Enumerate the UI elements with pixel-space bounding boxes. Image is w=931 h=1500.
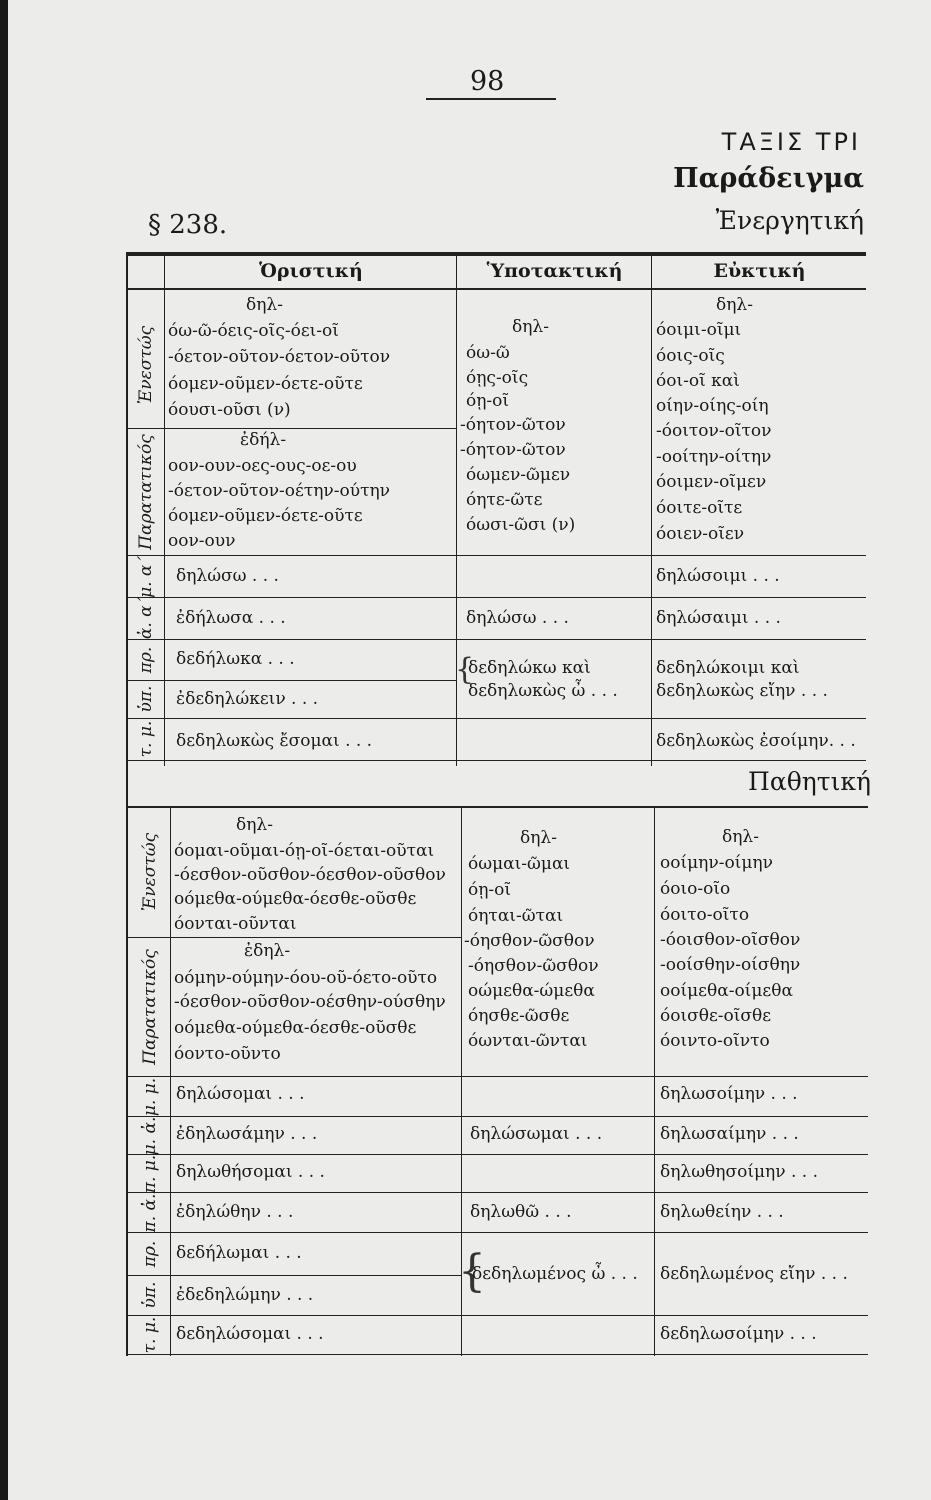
passive-perfect-optative: δεδηλωμένος εἴην . . . [660, 1264, 848, 1284]
paradigm-label: Παράδειγμα [673, 163, 864, 194]
header-bottom-rule [126, 288, 866, 290]
row-label-pluperfect: ὑπ. [136, 685, 156, 713]
active-optative-line: όοις-οῖς [656, 346, 725, 366]
active-present-indicative-line: όουσι-οῦσι (ν) [168, 400, 291, 420]
active-subjunctive-line: δηλ- [512, 317, 549, 337]
active-optative-line: οίην-οίης-οίη [656, 396, 769, 416]
passive-perfect-subjunctive: δεδηλωμένος ὦ . . . [472, 1264, 638, 1284]
passive-aorist-middle-optative: δηλωσαίμην . . . [660, 1124, 799, 1144]
active-optative-line: όοιμι-οῖμι [656, 320, 742, 340]
active-subjunctive-line: όῃς-οῖς [466, 368, 529, 388]
row-rule [128, 1315, 868, 1316]
row-label-future: μ. α΄ [136, 556, 156, 598]
active-future-indicative: δηλώσω . . . [176, 566, 279, 586]
passive-future-middle-indicative: δηλώσομαι . . . [176, 1084, 305, 1104]
header-subjunctive: Ὑποτακτική [486, 260, 623, 282]
passive-pluperfect-indicative: ἐδεδηλώμην . . . [176, 1285, 314, 1305]
passive-subjunctive-line: όησθε-ῶσθε [468, 1006, 570, 1026]
row-rule [128, 937, 461, 938]
passive-optative-line: -οοίσθην-οίσθην [660, 955, 801, 975]
passive-subjunctive-line: όηται-ῶται [468, 906, 564, 926]
passive-future-passive-indicative: δηλωθήσομαι . . . [176, 1162, 325, 1182]
row-label-future-passive: π. μ. [140, 1154, 160, 1194]
passive-aorist-middle-subjunctive: δηλώσωμαι . . . [470, 1124, 603, 1144]
row-label-perfect: πρ. [140, 1240, 160, 1268]
row-label-future-perfect: τ. μ. [140, 1316, 160, 1354]
passive-aorist-passive-optative: δηλωθείην . . . [660, 1202, 784, 1222]
passive-aorist-passive-indicative: ἐδηλώθην . . . [176, 1202, 294, 1222]
row-rule [128, 555, 866, 556]
passive-voice-title: Παθητική [748, 767, 871, 796]
active-future-perfect-indicative: δεδηλωκὼς ἔσομαι . . . [176, 731, 373, 751]
passive-optative-line: όοισθε-οῖσθε [660, 1006, 772, 1026]
passive-subjunctive-line: όωνται-ῶνται [468, 1031, 588, 1051]
active-perfect-subjunctive: δεδηλώκω καὶ [468, 658, 591, 678]
passive-imperfect-indicative-line: οόμεθα-ούμεθα-όεσθε-οῦσθε [174, 1018, 417, 1038]
row-label-pluperfect: ὑπ. [140, 1281, 160, 1309]
passive-future-middle-optative: δηλωσοίμην . . . [660, 1084, 798, 1104]
active-voice-title: Ἐνεργητική [715, 206, 864, 235]
active-imperfect-indicative-line: ἐδήλ- [240, 430, 287, 450]
active-subjunctive-line: -όητον-ῶτον [460, 440, 566, 460]
active-imperfect-indicative-line: -όετον-οῦτον-οέτην-ούτην [168, 481, 390, 501]
row-rule [128, 1192, 868, 1193]
active-subjunctive-line: όῃ-οῖ [466, 391, 510, 411]
passive-top-rule [128, 806, 868, 808]
row-rule [128, 718, 866, 719]
header-optative: Εὐκτική [713, 260, 806, 282]
row-label-present: Ἐνεστώς [136, 325, 156, 405]
passive-optative-line: όοιτο-οῖτο [660, 905, 750, 925]
passive-aorist-passive-subjunctive: δηλωθῶ . . . [470, 1202, 572, 1222]
row-rule [128, 760, 866, 761]
header-indicative: Ὁριστική [259, 260, 363, 282]
section-number: § 238. [148, 210, 228, 240]
row-label-present: Ἐνεστώς [140, 832, 160, 912]
row-rule [128, 1232, 868, 1233]
page-edge-shadow [0, 0, 8, 1500]
active-aorist-subjunctive: δηλώσω . . . [466, 608, 569, 628]
active-optative-line: -οοίτην-οίτην [656, 447, 772, 467]
passive-subjunctive-line: οώμεθα-ώμεθα [468, 981, 595, 1001]
active-perfect-indicative: δεδήλωκα . . . [176, 649, 295, 669]
table-bottom-rule [128, 1354, 868, 1355]
row-label-imperfect: Παρατατικός [136, 434, 156, 550]
active-optative-line: όοιεν-οῖεν [656, 524, 745, 544]
active-present-indicative-line: -όετον-οῦτον-όετον-οῦτον [168, 347, 391, 367]
active-subjunctive-line: όωμεν-ῶμεν [466, 465, 571, 485]
active-perfect-optative: δεδηλωκὼς εἴην . . . [656, 681, 828, 701]
brace: { [455, 652, 475, 687]
passive-subjunctive-line: όῃ-οῖ [468, 880, 512, 900]
passive-imperfect-indicative-line: όοντο-οῦντο [174, 1044, 281, 1064]
passive-imperfect-indicative-line: ἐδηλ- [244, 941, 291, 961]
row-label-future-middle: μ. μ. [140, 1077, 160, 1117]
page-number-rule [426, 98, 556, 100]
passive-subjunctive-line: δηλ- [520, 828, 557, 848]
active-pluperfect-indicative: ἐδεδηλώκειν . . . [176, 689, 319, 709]
active-subjunctive-line: όητε-ῶτε [466, 490, 543, 510]
passive-present-indicative-line: δηλ- [236, 815, 273, 835]
passive-optative-line: -όοισθον-οῖσθον [660, 930, 801, 950]
col-divider-1 [456, 256, 457, 766]
passive-present-indicative-line: οόμεθα-ούμεθα-όεσθε-οῦσθε [174, 889, 417, 909]
active-future-optative: δηλώσοιμι . . . [656, 566, 780, 586]
brace: { [458, 1246, 486, 1297]
row-label-imperfect: Παρατατικός [140, 949, 160, 1065]
passive-perfect-indicative: δεδήλωμαι . . . [176, 1243, 302, 1263]
active-present-indicative-line: δηλ- [246, 295, 283, 315]
page-number: 98 [470, 66, 505, 97]
active-present-indicative-line: όομεν-οῦμεν-όετε-οῦτε [168, 374, 363, 394]
table-top-rule [126, 252, 866, 256]
passive-subjunctive-line: -όησθον-ῶσθον [464, 931, 595, 951]
passive-future-passive-optative: δηλωθησοίμην . . . [660, 1162, 818, 1182]
active-aorist-optative: δηλώσαιμι . . . [656, 608, 781, 628]
col-divider-2-passive [654, 808, 655, 1356]
row-rule [128, 1275, 461, 1276]
row-rule [128, 1076, 868, 1077]
active-optative-line: δηλ- [716, 295, 753, 315]
active-optative-line: όοιτε-οῖτε [656, 498, 743, 518]
col-divider-2 [651, 256, 652, 766]
active-optative-line: όοι-οῖ καὶ [656, 371, 740, 391]
passive-future-perfect-optative: δεδηλωσοίμην . . . [660, 1324, 817, 1344]
row-rule [128, 639, 866, 640]
active-subjunctive-line: -όητον-ῶτον [460, 415, 566, 435]
passive-future-perfect-indicative: δεδηλώσομαι . . . [176, 1324, 324, 1344]
row-label-perfect: πρ. [136, 646, 156, 674]
active-aorist-indicative: ἐδήλωσα . . . [176, 608, 286, 628]
table-left-border [126, 252, 128, 1356]
passive-present-indicative-line: όομαι-οῦμαι-όῃ-οῖ-όεται-οῦται [174, 841, 435, 861]
active-present-indicative-line: όω-ῶ-όεις-οῖς-όει-οῖ [168, 321, 339, 341]
active-imperfect-indicative-line: οον-ουν-οες-ους-οε-ου [168, 456, 357, 476]
passive-optative-line: οοίμην-οίμην [660, 853, 773, 873]
row-rule [128, 680, 456, 681]
active-perfect-optative: δεδηλώκοιμι καὶ [656, 658, 800, 678]
active-imperfect-indicative-line: οον-ουν [168, 531, 236, 551]
passive-subjunctive-line: όωμαι-ῶμαι [468, 854, 571, 874]
active-optative-line: όοιμεν-οῖμεν [656, 472, 767, 492]
label-col-divider-top [164, 256, 165, 766]
passive-aorist-middle-indicative: ἐδηλωσάμην . . . [176, 1124, 318, 1144]
row-label-aorist: ἀ. α΄ [136, 596, 156, 640]
active-imperfect-indicative-line: όομεν-οῦμεν-όετε-οῦτε [168, 506, 363, 526]
row-label-future-perfect: τ. μ. [136, 720, 156, 758]
passive-imperfect-indicative-line: οόμην-ούμην-όου-οῦ-όετο-οῦτο [174, 968, 438, 988]
active-subjunctive-line: όωσι-ῶσι (ν) [466, 515, 576, 535]
active-subjunctive-line: όω-ῶ [466, 343, 510, 363]
passive-imperfect-indicative-line: -όεσθον-οῦσθον-οέσθην-ούσθην [174, 992, 446, 1012]
row-label-aorist-middle: μ. ἀ. [140, 1116, 160, 1156]
passive-optative-line: οοίμεθα-οίμεθα [660, 981, 793, 1001]
passive-present-indicative-line: όονται-οῦνται [174, 914, 297, 934]
row-rule [128, 428, 456, 429]
label-col-divider-bottom [170, 808, 171, 1356]
passive-optative-line: όοιο-οῖο [660, 879, 731, 899]
row-rule [128, 1154, 868, 1155]
active-future-perfect-optative: δεδηλωκὼς ἐσοίμην. . . [656, 731, 856, 751]
row-rule [128, 1116, 868, 1117]
active-perfect-subjunctive: δεδηλωκὼς ὦ . . . [468, 681, 618, 701]
passive-optative-line: όοιντο-οῖντο [660, 1031, 770, 1051]
passive-subjunctive-line: -όησθον-ῶσθον [468, 956, 599, 976]
row-rule [128, 597, 866, 598]
active-optative-line: -όοιτον-οῖτον [656, 421, 772, 441]
passive-optative-line: δηλ- [722, 827, 759, 847]
row-label-aorist-passive: π. ἀ. [140, 1193, 160, 1233]
passive-present-indicative-line: -όεσθον-οῦσθον-όεσθον-οῦσθον [174, 865, 446, 885]
class-title: ΤΑΞΙΣ ΤΡΙ [721, 128, 861, 156]
